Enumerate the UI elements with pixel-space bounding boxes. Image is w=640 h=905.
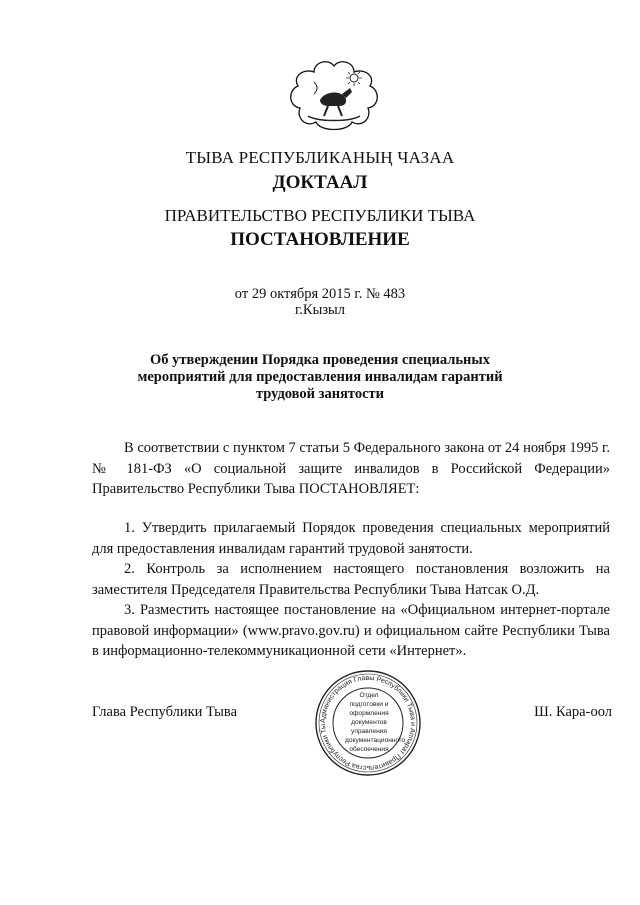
stamp-line: документационного [345,737,406,744]
resolution-item: 1. Утвердить прилагаемый Порядок проведения специальных мероприятий для предоставления инвалидам гарантий трудовой занятости. [92,520,610,557]
document-type: ПОСТАНОВЛЕНИЕ [230,229,410,250]
document-title [0,352,640,403]
government-title: ПРАВИТЕЛЬСТВО РЕСПУБЛИКИ ТЫВА [164,206,476,225]
preamble [92,438,610,500]
resolution-items [92,518,610,662]
document-date-number: от 29 октября 2015 г. № 483 [234,286,406,302]
resolution-item: 2. Контроль за исполнением настоящего постановления возложить на заместителя Председателя Правительства Республики Тыва Натсак О.Д. [92,561,610,598]
tyva-document-type: ДОКТААЛ [272,172,368,193]
stamp-line: Отдел [359,692,379,699]
stamp-line: подготовки и [349,701,389,708]
title-line: мероприятий для предоставления инвалидам гарантий [137,369,503,385]
signatory-name: Ш. Кара-оол [534,704,612,720]
document-city: г.Кызыл [294,302,346,318]
stamp-line: оформления документов [349,710,389,726]
preamble-paragraph: В соответствии с пунктом 7 статьи 5 Федерального закона от 24 ноября 1995 г. № 181-ФЗ «О социальной защите инвалидов в Российской Федерации» Правительство Республики Тыва ПОСТАНОВЛЯЕТ: [92,440,610,497]
resolution-item: 3. Разместить настоящее постановление на «Официальном интернет-портале правовой информации» (www.pravo.gov.ru) и официальном сайте Республики Тыва в информационно-телекоммуникационной сети «Интернет». [92,602,610,659]
tyva-government-title: ТЫВА РЕСПУБЛИКАНЫҢ ЧАЗАА [185,148,455,167]
stamp-inner-text [345,691,406,754]
title-line: трудовой занятости [255,386,385,402]
stamp-ring-text: Администрация Главы Республики Тыва и Аппарат Правительства Республики Ты [319,674,417,772]
signatory-position: Глава Республики Тыва [92,704,238,720]
coat-of-arms-icon [284,60,384,135]
stamp-line: управления [351,728,387,735]
title-line: Об утверждении Порядка проведения специальных [150,352,490,368]
stamp-line: обеспечения [349,746,389,753]
